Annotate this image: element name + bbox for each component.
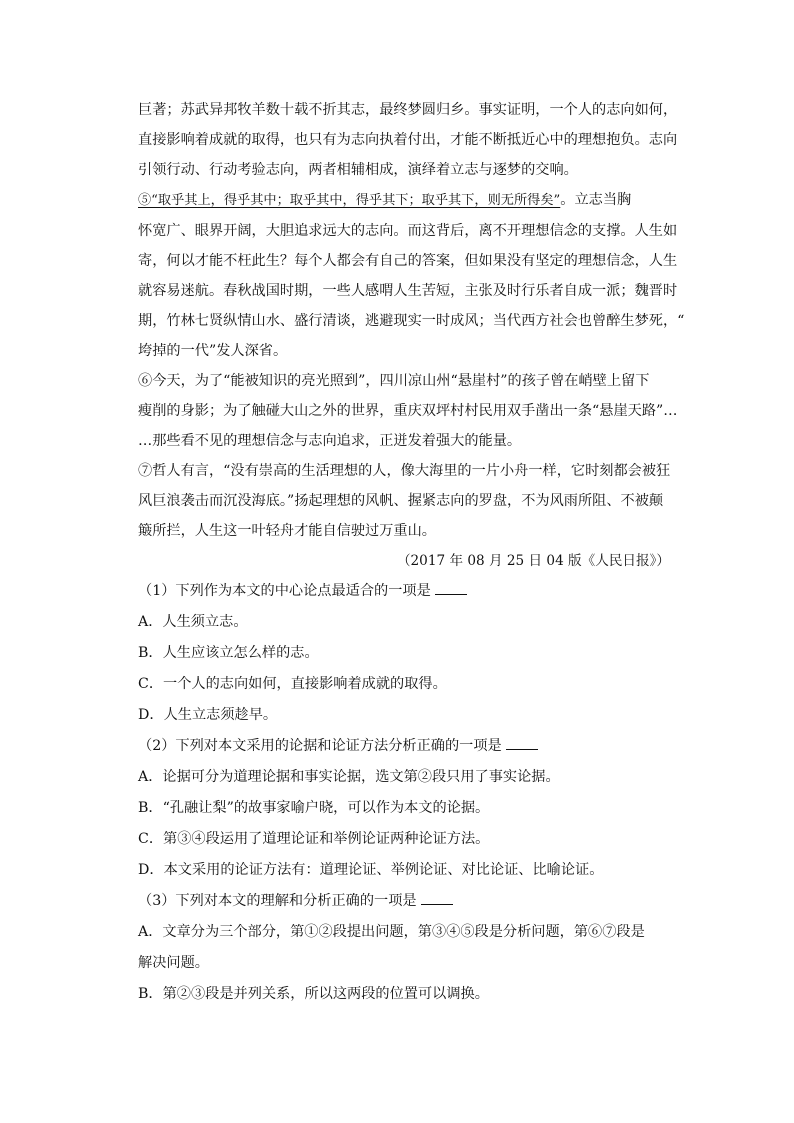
question-stem bbox=[138, 731, 678, 762]
passage-paragraph-7 bbox=[138, 456, 678, 546]
question-stem-text: （3）下列对本文的理解和分析正确的一项是 bbox=[138, 893, 417, 909]
option-c: C．一个人的志向如何，直接影响着成就的取得。 bbox=[138, 676, 447, 692]
passage-line: 寄，何以才能不枉此生？每个人都会有自己的答案，但如果没有坚定的理想信念，人生 bbox=[138, 253, 678, 269]
passage-line: 垮掉的一代”发人深省。 bbox=[138, 343, 288, 359]
option-d: D．本文采用的论证方法有：道理论证、举例论证、对比论证、比喻论证。 bbox=[138, 862, 604, 878]
option-c: C．第③④段运用了道理论证和举例论证两种论证方法。 bbox=[138, 831, 490, 847]
option-a: A．论据可分为道理论据和事实论据，选文第②段只用了事实论据。 bbox=[138, 769, 560, 785]
passage-line: ⑦哲人有言，“没有崇高的生活理想的人，像大海里的一片小舟一样，它时刻都会被狂 bbox=[138, 463, 671, 479]
option-a: A．人生须立志。 bbox=[138, 614, 248, 630]
passage-line: 期，竹林七贤纵情山水、盛行清谈，逃避现实一时成风；当代西方社会也曾醉生梦死，“ bbox=[138, 313, 685, 329]
question-stem bbox=[138, 576, 678, 607]
option-a: A．文章分为三个部分，第①②段提出问题，第③④⑤段是分析问题，第⑥⑦段是 bbox=[138, 924, 645, 940]
passage-line: ⑥今天，为了“能被知识的亮光照到”，四川凉山州“悬崖村”的孩子曾在峭壁上留下 bbox=[138, 373, 650, 389]
underlined-quote: ⑤“取乎其上，得乎其中；取乎其中，得乎其下；取乎其下，则无所得矣” bbox=[138, 193, 561, 208]
document-page bbox=[138, 95, 685, 1010]
answer-blank[interactable] bbox=[421, 890, 453, 905]
option-a-continued: 解决问题。 bbox=[138, 955, 209, 971]
option-b: B．“孔融让梨”的故事家喻户晓，可以作为本文的论据。 bbox=[138, 800, 490, 816]
question-stem-text: （1）下列作为本文的中心论点最适合的一项是 bbox=[138, 583, 431, 599]
passage-paragraph-5 bbox=[138, 185, 685, 366]
answer-blank[interactable] bbox=[506, 735, 538, 750]
answer-blank[interactable] bbox=[435, 580, 467, 595]
passage-line: 就容易迷航。春秋战国时期，一些人感喟人生苦短，主张及时行乐者自成一派；魏晋时 bbox=[138, 283, 678, 299]
option-b: B．第②③段是并列关系，所以这两段的位置可以调换。 bbox=[138, 986, 489, 1002]
passage-line: 引领行动、行动考验志向，两者相辅相成，演绎着立志与逐梦的交响。 bbox=[138, 162, 578, 178]
passage-line: 风巨浪袭击而沉没海底。”扬起理想的风帆、握紧志向的罗盘，不为风雨所阻、不被颠 bbox=[138, 493, 664, 509]
passage-paragraph-4-tail bbox=[138, 95, 678, 185]
passage-line: …那些看不见的理想信念与志向追求，正迸发着强大的能量。 bbox=[138, 433, 522, 449]
question-3 bbox=[138, 886, 678, 1010]
question-1 bbox=[138, 576, 678, 731]
passage-line: 瘦削的身影；为了触碰大山之外的世界，重庆双坪村村民用双手凿出一条“悬崖天路”… bbox=[138, 403, 678, 419]
passage-line: 簸所拦，人生这一叶轻舟才能自信驶过万重山。 bbox=[138, 523, 436, 539]
question-2 bbox=[138, 731, 678, 886]
passage-line: 怀宽广、眼界开阔，大胆追求远大的志向。而这背后，离不开理想信念的支撑。人生如 bbox=[138, 223, 678, 239]
option-d: D．人生立志须趁早。 bbox=[138, 707, 278, 723]
passage-text: 。立志当胸 bbox=[560, 192, 632, 208]
passage-line bbox=[138, 185, 678, 216]
question-stem-text: （2）下列对本文采用的论据和论证方法分析正确的一项是 bbox=[138, 738, 502, 754]
passage-line: 直接影响着成就的取得，也只有为志向执着付出，才能不断抵近心中的理想抱负。志向 bbox=[138, 132, 678, 148]
question-stem bbox=[138, 886, 678, 917]
passage-paragraph-6 bbox=[138, 366, 678, 456]
passage-source: （2017 年 08 月 25 日 04 版《人民日报》） bbox=[396, 553, 670, 569]
passage-line: 巨著；苏武异邦牧羊数十载不折其志，最终梦圆归乡。事实证明，一个人的志向如何， bbox=[138, 102, 678, 118]
option-b: B．人生应该立怎么样的志。 bbox=[138, 645, 319, 661]
